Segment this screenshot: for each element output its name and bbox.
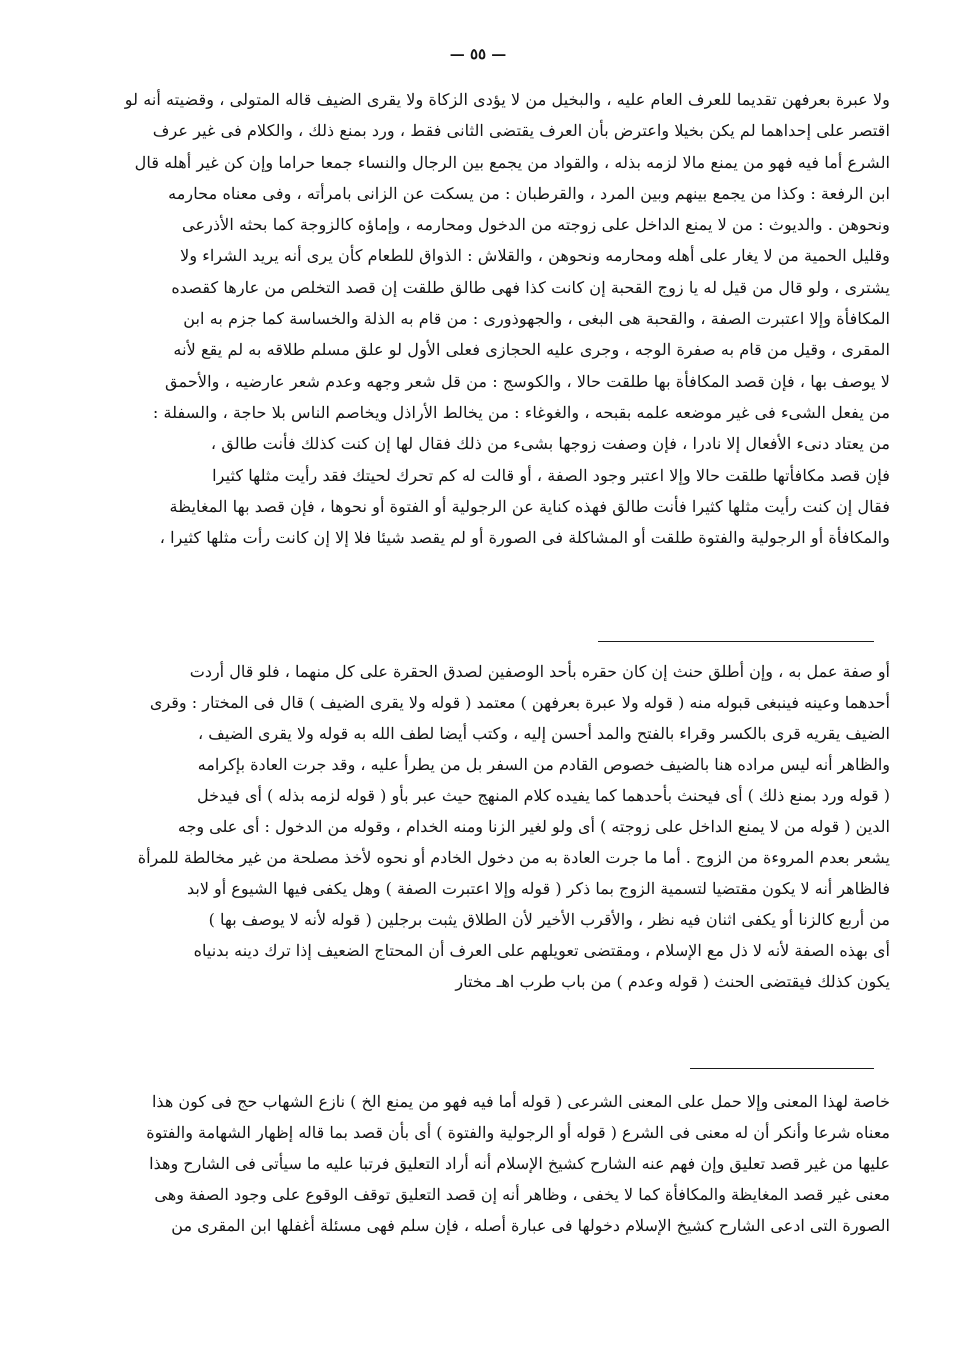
main-text-line: المكافأة وإلا اعتبرت الصفة ، والقحبة هى البغى ، والجهوذورى : من قام به الذلة والخساسة كما جزم به ابن: [183, 309, 890, 329]
commentary-block-1: [70, 656, 890, 997]
commentary-line: أو صفة عمل به ، وإن أطلق حنث إن كان حقره بأحد الوصفين لصدق الحقرة على كل منهما ، فلو قال أردت: [189, 662, 890, 681]
main-text-line: يشترى ، ولو قال من قيل له يا زوج القحبة إن كانت كذا فهى طالق طلقت إن قصد التخلص من عارها كقصده: [171, 277, 890, 297]
main-text-line: ابن الرفعة : وكذا من يجمع بينهم وبين المرد ، والقرطبان : من يسكت عن الزانى بامرأته ، وفى معناه محارمه: [168, 183, 890, 203]
main-text-line: من يفعل الشىء فى غير موضعه علمه بقبحه ، والغوغاء : من يخالط الأراذل ويخاصم الناس بلا حاجة ، والسفلة :: [152, 402, 890, 422]
commentary-line: الصورة التى ادعى الشارح كشيخ الإسلام دخولها فى عبارة أصله ، فإن سلم فهى مسئلة أغفلها ابن المقرى من: [171, 1216, 890, 1235]
commentary-line: أحدهما وعينه فينبغى قبوله منه ( قوله ولا عبرة بعرفهن ) معتمد ( قوله ولا يقرى الضيف ) قال فى المختار : وقرى: [149, 693, 890, 712]
main-text-line: لا يوصف بها ، فإن قصد المكافأة بها طلقت حالا ، والكوسج : من قل شعر وجهه وعدم شعر عارضيه ، والأحمق: [165, 371, 890, 391]
main-text-line: فإن قصد مكافأتها طلقت حالا وإلا اعتبر وجود الصفة ، أو قالت له كم تحرك لحيتك فقد رأيت مثلها كثيرا: [212, 465, 890, 485]
commentary-line: معناه شرعا وأنكر أن له معنى فى الشرع ( قوله أو الرجولية والفتوة ) أى بأن قصد بما قاله إظهار الشهامة والفتوة: [146, 1123, 890, 1142]
commentary-block-2: [70, 1086, 890, 1241]
main-text-line: اقتصر على إحداهما لم يكن بخيلا واعترض بأن العرف يقتضى الثانى فقط ، ورد بمنع ذلك ، والكلام فى غير عرف: [152, 121, 890, 141]
commentary-line: الدين ( قوله من لا يمنع الداخل على زوجته ) أى ولو لغير الزنا ومنه الخدام ، وقوله من الدخول : أى على وجه: [177, 817, 890, 836]
commentary-line: يشعر بعدم المروءة من الزوج . أما ما جرت العادة به من دخول الخادم أو نحوه لأخذ مصلحة من غير مخالطة للمرأة: [137, 848, 890, 867]
main-text-line: فقال إن كنت رأيت مثلها كثيرا فأنت طالق فهذه كناية عن الرجولية أو الفتوة أو نحوها ، فإن قصد بها المغايظة: [169, 496, 890, 516]
commentary-line: ( قوله ورد بمنع ذلك ) أى فيحنث بأحدهما كما يفيده كلام المنهج حيث عبر بأو ( قوله لزمه بذله ) أى فيدخل: [197, 786, 890, 805]
section-divider-2: [690, 1068, 874, 1069]
commentary-line: الضيف يقريه قرى بالكسر وقراء بالفتح والمد أحسن إليه ، وكتب أيضا لطف الله به قوله ولا يقرى الضيف ،: [198, 724, 890, 743]
main-text-line: وقليل الحمية من لا يغار على أهله ومحارمه ونحوهن ، والقلاش : الذواق للطعام كأن يرى أنه يريد الشراء ولا: [180, 246, 890, 266]
commentary-line: من أربع كالزنا أو يكفى اثنان فيه نظر ، والأقرب الأخير لأن الطلاق يثبت برجلين ( قوله لأنه لا يوصف بها ): [208, 910, 890, 929]
main-text-line: الشرع أما فيه فهو من يمنع مالا لزمه بذله ، والقواد من يجمع بين الرجال والنساء جمعا حراما وإن كن غير أهله قال: [134, 152, 890, 172]
commentary-line: فالظاهر أنه لا يكون مقتضيا لتسمية الزوج بما ذكر ( قوله وإلا اعتبرت الصفة ) وهل يكفى فيها الشيوع أو لابد: [186, 879, 890, 898]
main-text-line: والمكافأة أو الرجولية والفتوة طلقت أو المشاكلة فى الصورة أو لم يقصد شيئا فلا إلا إن كانت رأت مثلها كثيرا ،: [159, 528, 890, 548]
main-text-line: من يعتاد دنىء الأفعال إلا نادرا ، فإن وصفت زوجها بشىء من ذلك فقال لها إن كنت كذلك فأنت طالق ،: [210, 434, 890, 454]
page-number: — ٥٥ —: [449, 45, 507, 63]
main-text-line: ونحوهن . والديوث : من لا يمنع الداخل على زوجته من الدخول ومحارمه ، وإماؤه كالزوجة كما بحثه الأذرعى: [181, 215, 890, 235]
commentary-line: يكون كذلك فيقتضى الحنث ( قوله وعدم ) من باب طرب اهـ مختار: [455, 972, 890, 991]
main-text-line: المقرى ، وقيل من قام به صفرة الوجه ، وجرى عليه الحجازى فعلى الأول لو علق مسلم طلاقه به لم يقع لأنه: [173, 340, 890, 360]
commentary-line: أى بهذه الصفة لأنه لا ذل مع الإسلام ، ومقتضى تعويلهم على العرف أن المحتاج الضعيف إذا ترك دينه بدنياه: [193, 941, 890, 960]
main-text-line: ولا عبرة بعرفهن تقديما للعرف العام عليه ، والبخيل من لا يؤدى الزكاة ولا يقرى الضيف قاله المتولى ، وقضيته أنه لو: [124, 90, 890, 109]
commentary-line: عليها من غير قصد تعليق وإن فهم عنه الشارح كشيخ الإسلام أنه أراد التعليق فرتبا عليه ما سيأتى فى الشارح وهذا: [149, 1154, 890, 1173]
commentary-line: خاصة لهذا المعنى وإلا حمل على المعنى الشرعى ( قوله أما فيه فهو من يمنع الخ ) نازع الشهاب حج فى كون هذا: [151, 1092, 890, 1111]
main-text-block: [72, 84, 890, 553]
commentary-line: معنى غير قصد المغايظة والمكافأة كما لا يخفى ، وظاهر أنه إن قصد التعليق توقف الوقوع على وجود الصفة وهى: [154, 1185, 890, 1204]
section-divider-1: [598, 641, 874, 642]
commentary-line: والظاهر أنه ليس مراده هنا بالضيف خصوص القادم من السفر بل من يطرأ عليه ، وقد جرت العادة بإكرامه: [197, 755, 890, 774]
